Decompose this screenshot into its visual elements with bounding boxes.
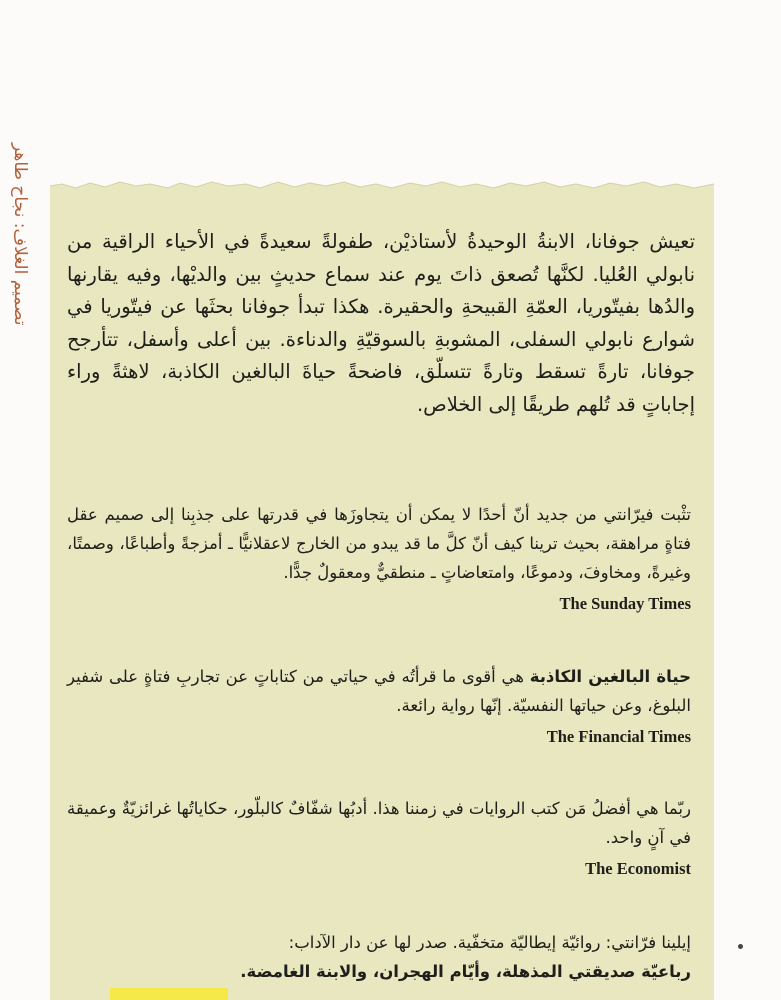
review-financial-times	[67, 662, 691, 748]
ink-dot	[738, 944, 743, 949]
book-title: حياة البالغين الكاذبة	[529, 667, 691, 686]
review-text: تثْبت فيرّانتي من جديد أنّ أحدًا لا يمكن أن يتجاوزَها في قدرتها على جذبِنا إلى صميم عقل فتاةٍ مراهقة، بحيث ترينا كيف أنّ كلَّ ما قد يبدو من الخارج لاعقلانيًّا ـ أمزجةً وأطباعًا، وصمتًا، وغيرةً، ومخاوفَ، ودموعًا، وامتعاضاتٍ ـ منطقيٌّ ومعقولٌ جدًّا.	[67, 505, 691, 582]
review-source: The Financial Times	[546, 727, 691, 746]
review-source: The Sunday Times	[559, 594, 691, 613]
author-works: رباعيّة صديقتي المذهلة، وأيّام الهجران، والابنة الغامضة.	[240, 962, 691, 981]
torn-paper-edge	[50, 178, 714, 202]
review-source: The Economist	[585, 859, 691, 878]
review-text: ربّما هي أفضلُ مَن كتب الروايات في زمننا هذا. أدبُها شفّافٌ كالبلّور، حكاياتُها غرائزيّةٌ وعميقة في آنٍ واحد.	[67, 799, 691, 847]
author-bio	[67, 928, 691, 986]
review-text: هي أقوى ما قرأتُه في حياتي من كتاباتٍ عن تجاربِ فتاةٍ على شفير البلوغ، وعن حياتها النفسيّة. إنّها رواية رائعة.	[67, 667, 691, 715]
review-sunday-times	[67, 500, 691, 615]
review-body	[67, 662, 691, 720]
cover-design-credit: تصميم الغلاف: نجاح طاهر	[10, 142, 30, 325]
review-economist	[67, 794, 691, 880]
author-bio-text: إيلينا فرّانتي: روائيّة إيطاليّة متخفّية. صدر لها عن دار الآداب:	[288, 933, 691, 952]
yellow-sticker	[110, 988, 228, 1000]
synopsis-paragraph: تعيش جوفانا، الابنةُ الوحيدةُ لأستاذيْن، طفولةً سعيدةً في الأحياء الراقية من نابولي العُليا. لكنَّها تُصعق ذاتَ يوم عند سماع حديثٍ بين والديْها، وفيه يقارنها والدُها بفيتّوريا، العمّةِ القبيحةِ والحقيرة. هكذا تبدأ جوفانا بحثَها عن فيتّوريا في شوارع نابولي السفلى، المشوبةِ بالسوقيّةِ والدناءة. بين أعلى وأسفل، تتأرجح جوفانا، تارةً تسقط وتارةً تتسلّق، فاضحةً حياةَ البالغين الكاذبة، لاهثةً وراء إجاباتٍ قد تُلهم طريقًا إلى الخلاص.	[67, 230, 695, 416]
back-cover-paper	[50, 188, 714, 1000]
